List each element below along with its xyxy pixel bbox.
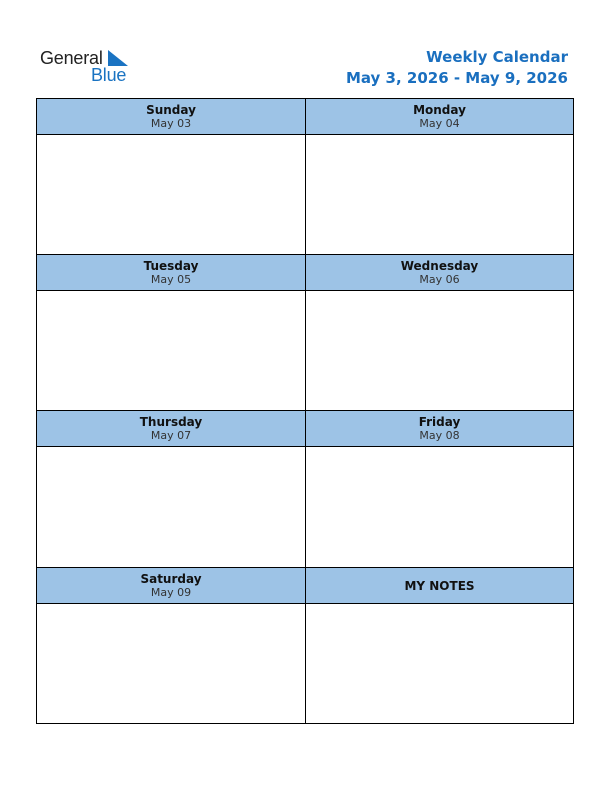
day-date: May 08 [419,429,460,442]
day-name: Tuesday [143,259,199,273]
day-cell-sunday [37,99,305,255]
weekly-calendar-grid [36,98,574,724]
day-cell-saturday [37,568,305,723]
day-cell-wednesday [306,255,573,411]
day-cell-tuesday [37,255,305,411]
day-header [37,411,305,447]
day-date: May 04 [419,117,460,130]
day-cell-thursday [37,411,305,568]
day-name: Saturday [140,572,202,586]
day-notes-area[interactable] [37,447,305,568]
day-name: Friday [418,415,461,429]
day-notes-area[interactable] [306,135,573,255]
column-divider [305,99,306,723]
day-header [306,99,573,135]
day-header [306,411,573,447]
day-header [37,568,305,604]
day-notes-area[interactable] [37,291,305,411]
day-name: Sunday [146,103,196,117]
calendar-title-block [346,47,568,89]
day-date: May 07 [150,429,192,442]
day-date: May 05 [150,273,192,286]
day-date: May 03 [150,117,192,130]
day-cell-friday [306,411,573,568]
day-notes-area[interactable] [37,604,305,723]
notes-area[interactable] [306,604,573,723]
logo-word-general: General [40,48,103,68]
day-notes-area[interactable] [306,447,573,568]
day-header [37,99,305,135]
notes-header [306,568,573,604]
day-date: May 06 [419,273,460,286]
logo-word-blue: Blue [91,65,127,85]
day-date: May 09 [150,586,192,599]
day-name: Monday [413,103,466,117]
day-name: Wednesday [400,259,479,273]
notes-cell [306,568,573,723]
day-notes-area[interactable] [306,291,573,411]
calendar-title: Weekly Calendar [426,48,568,66]
calendar-date-range: May 3, 2026 - May 9, 2026 [345,69,568,87]
day-header [306,255,573,291]
day-header [37,255,305,291]
day-name: Thursday [139,415,203,429]
general-blue-logo [40,47,140,87]
day-notes-area[interactable] [37,135,305,255]
day-cell-monday [306,99,573,255]
notes-label: MY NOTES [404,579,475,593]
